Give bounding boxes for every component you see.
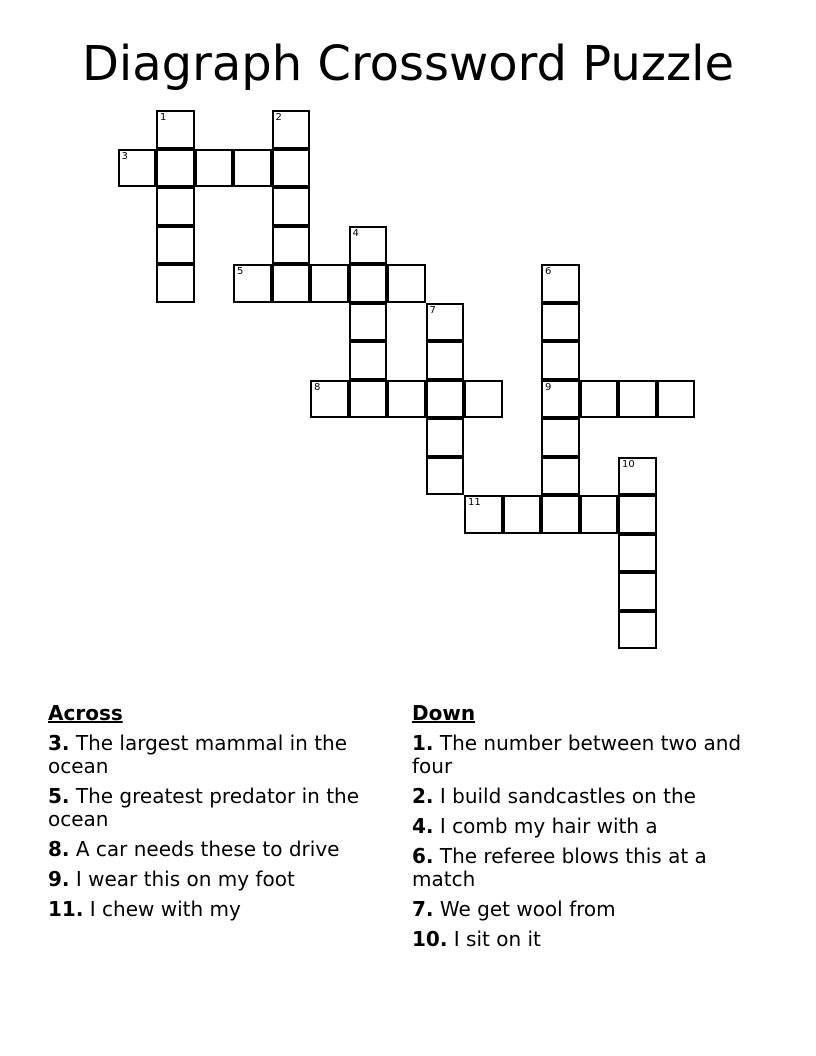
clue-item-text: We get wool from <box>439 897 616 921</box>
clue-item-number: 1. <box>412 731 434 755</box>
grid-cell[interactable] <box>349 303 388 342</box>
grid-cell[interactable] <box>426 341 465 380</box>
clue-number: 8 <box>314 381 321 393</box>
grid-cell[interactable] <box>541 303 580 342</box>
grid-cell[interactable] <box>349 380 388 419</box>
grid-cell[interactable] <box>156 149 195 188</box>
clue-item-number: 3. <box>48 731 70 755</box>
grid-cell[interactable] <box>541 264 580 303</box>
grid-cell[interactable] <box>426 303 465 342</box>
clue-item-number: 2. <box>412 784 434 808</box>
grid-cell[interactable] <box>580 380 619 419</box>
clue-item-number: 8. <box>48 837 70 861</box>
clue-number: 6 <box>545 266 552 277</box>
clue-number: 9 <box>545 381 552 393</box>
clue-item-number: 9. <box>48 867 70 891</box>
grid-cell[interactable] <box>310 264 349 303</box>
clue-item <box>48 732 388 778</box>
down-clues <box>412 702 752 958</box>
grid-cell[interactable] <box>272 149 311 188</box>
grid-cell[interactable] <box>503 495 542 534</box>
grid-cell[interactable] <box>618 534 657 573</box>
clue-item <box>48 868 388 891</box>
grid-cell[interactable] <box>426 418 465 457</box>
grid-cell[interactable] <box>156 226 195 265</box>
grid-cell[interactable] <box>541 341 580 380</box>
clue-item-number: 7. <box>412 897 434 921</box>
down-heading: Down <box>412 701 476 725</box>
grid-cell[interactable] <box>272 264 311 303</box>
clue-item-text: The number between two and four <box>412 731 742 778</box>
grid-cell[interactable] <box>233 264 272 303</box>
clue-item <box>412 785 752 808</box>
grid-cell[interactable] <box>426 380 465 419</box>
clue-item-text: A car needs these to drive <box>75 837 340 861</box>
grid-cell[interactable] <box>580 495 619 534</box>
grid-cell[interactable] <box>195 149 234 188</box>
clue-number: 5 <box>237 266 244 277</box>
grid-cell[interactable] <box>349 264 388 303</box>
clue-item <box>412 898 752 921</box>
grid-cell[interactable] <box>387 264 426 303</box>
clue-item-text: I chew with my <box>89 897 241 921</box>
grid-cell[interactable] <box>426 457 465 496</box>
clue-item-number: 4. <box>412 814 434 838</box>
page-title: Diagraph Crossword Puzzle <box>81 36 735 92</box>
grid-cell[interactable] <box>541 418 580 457</box>
grid-cell[interactable] <box>618 457 657 496</box>
grid-cell[interactable] <box>349 226 388 265</box>
clue-item-text: I sit on it <box>453 927 541 951</box>
clue-number: 3 <box>121 150 128 162</box>
clue-item-number: 10. <box>412 927 448 951</box>
grid-cell[interactable] <box>156 187 195 226</box>
clue-item <box>412 928 752 951</box>
grid-cell[interactable] <box>618 611 657 650</box>
clue-item-number: 11. <box>48 897 84 921</box>
clue-number: 1 <box>160 112 167 123</box>
grid-cell[interactable] <box>541 457 580 496</box>
across-heading: Across <box>48 701 123 725</box>
clue-item-text: The largest mammal in the ocean <box>48 731 348 778</box>
grid-cell[interactable] <box>156 264 195 303</box>
grid-cell[interactable] <box>541 495 580 534</box>
clue-item <box>412 845 752 891</box>
grid-cell[interactable] <box>464 495 503 534</box>
clue-number: 10 <box>622 458 635 470</box>
grid-cell[interactable] <box>272 187 311 226</box>
clue-item <box>48 838 388 861</box>
clue-item <box>412 815 752 838</box>
clue-number: 2 <box>275 112 282 123</box>
grid-cell[interactable] <box>272 110 311 149</box>
clue-item <box>412 732 752 778</box>
grid-cell[interactable] <box>310 380 349 419</box>
clue-number: 4 <box>352 227 359 239</box>
clue-item <box>48 898 388 921</box>
grid-cell[interactable] <box>618 572 657 611</box>
grid-cell[interactable] <box>387 380 426 419</box>
grid-cell[interactable] <box>541 380 580 419</box>
grid-cell[interactable] <box>618 380 657 419</box>
grid-cell[interactable] <box>272 226 311 265</box>
clue-item-text: I wear this on my foot <box>75 867 295 891</box>
clue-number: 11 <box>468 497 481 508</box>
clue-item-text: I comb my hair with a <box>439 814 658 838</box>
across-clues <box>48 702 388 928</box>
grid-cell[interactable] <box>464 380 503 419</box>
clue-item-number: 6. <box>412 844 434 868</box>
grid-cell[interactable] <box>657 380 696 419</box>
grid-cell[interactable] <box>156 110 195 149</box>
grid-cell[interactable] <box>118 149 157 188</box>
clue-item-number: 5. <box>48 784 70 808</box>
clue-item-text: The greatest predator in the ocean <box>48 784 360 831</box>
clue-item-text: The referee blows this at a match <box>412 844 707 891</box>
clue-number: 7 <box>429 304 436 316</box>
grid-cell[interactable] <box>618 495 657 534</box>
grid-cell[interactable] <box>233 149 272 188</box>
clue-item-text: I build sandcastles on the <box>439 784 696 808</box>
clue-item <box>48 785 388 831</box>
grid-cell[interactable] <box>349 341 388 380</box>
